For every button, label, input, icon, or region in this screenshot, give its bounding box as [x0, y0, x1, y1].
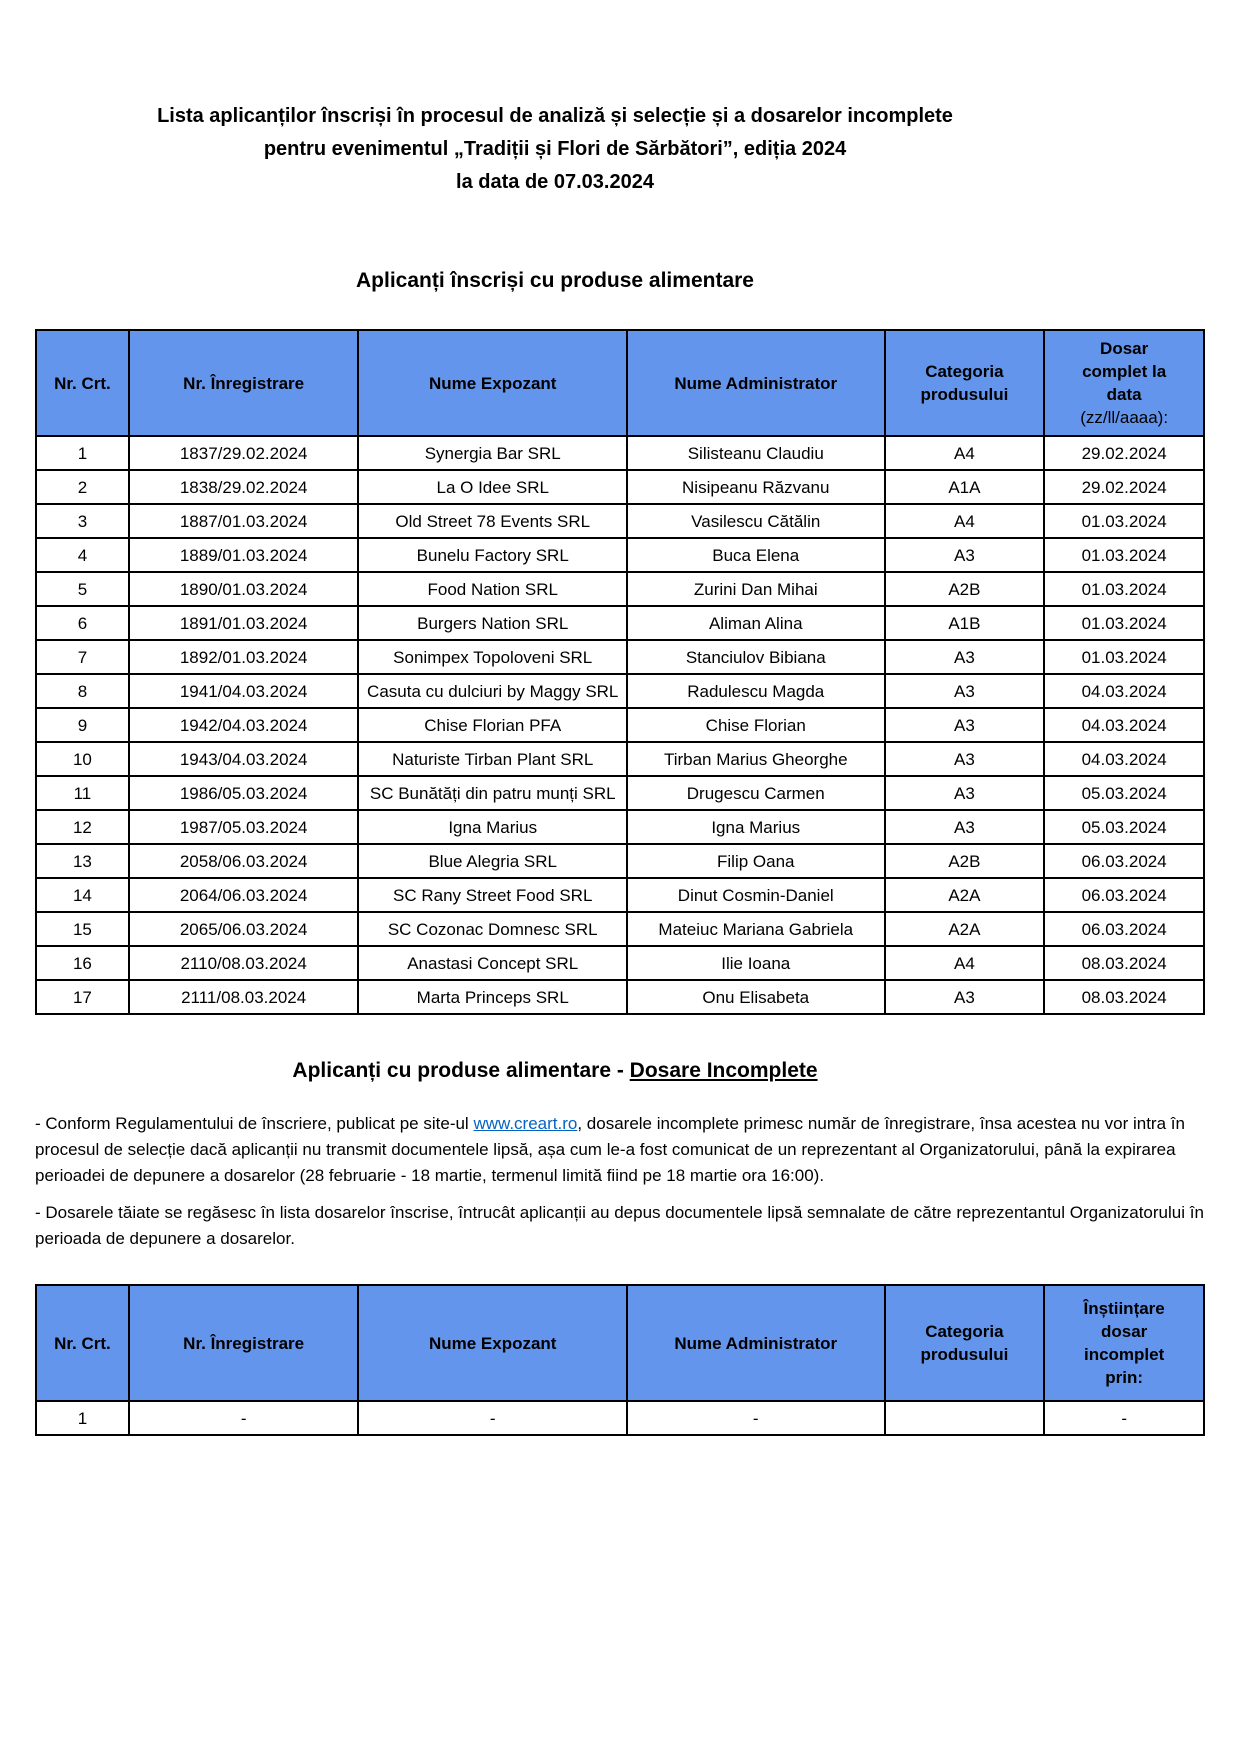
column-header-label: Nume Expozant: [428, 373, 557, 393]
table-row: [36, 742, 1204, 776]
column-header: [358, 1285, 627, 1401]
table-cell: 2110/08.03.2024: [129, 946, 359, 980]
table-cell: Nisipeanu Răzvanu: [627, 470, 885, 504]
table-cell: 01.03.2024: [1044, 572, 1204, 606]
column-header-label: Nr. Înregistrare: [183, 1333, 305, 1353]
table-cell: A2A: [885, 878, 1045, 912]
table-cell: 16: [36, 946, 129, 980]
table-cell: -: [358, 1401, 627, 1435]
table-row: [36, 538, 1204, 572]
column-header: [36, 1285, 129, 1401]
table-cell: Chise Florian PFA: [358, 708, 627, 742]
paragraph-crossed-files: - Dosarele tăiate se regăsesc în lista dosarelor înscrise, întrucât aplicanții au depus documentele lipsă semnalate de către reprezentantul Organizatorului în perioada de depunere a dosarelor.: [35, 1203, 1204, 1248]
table-cell: 8: [36, 674, 129, 708]
table-row: [36, 810, 1204, 844]
table-cell: Onu Elisabeta: [627, 980, 885, 1014]
document-title: [35, 100, 1075, 199]
column-header: [1044, 330, 1204, 436]
section-heading-incomplete-files: [35, 1059, 1075, 1083]
table-cell: 6: [36, 606, 129, 640]
table-cell: 4: [36, 538, 129, 572]
title-line-1: Lista aplicanților înscriși în procesul de analiză și selecție și a dosarelor incomplete: [157, 105, 953, 127]
table-row: [36, 912, 1204, 946]
table-cell: 04.03.2024: [1044, 674, 1204, 708]
incomplete-files-table-wrap: [35, 1284, 1205, 1436]
creart-website-link[interactable]: www.creart.ro: [473, 1114, 578, 1133]
table-cell: Igna Marius: [627, 810, 885, 844]
table-cell: 1941/04.03.2024: [129, 674, 359, 708]
table-row: [36, 606, 1204, 640]
table-cell: Naturiste Tirban Plant SRL: [358, 742, 627, 776]
table-cell: Silisteanu Claudiu: [627, 436, 885, 470]
table-cell: Blue Alegria SRL: [358, 844, 627, 878]
section-heading-food-applicants: Aplicanți înscriși cu produse alimentare: [356, 269, 754, 292]
table-row: [36, 674, 1204, 708]
column-header-label: Nume Expozant: [428, 1333, 557, 1353]
table-header: [36, 330, 1204, 436]
table-cell: 1943/04.03.2024: [129, 742, 359, 776]
column-header-label: Nr. Crt.: [54, 373, 111, 393]
column-header: [885, 1285, 1045, 1401]
table-cell: [885, 1401, 1045, 1435]
table-cell: A2B: [885, 844, 1045, 878]
table-cell: 1837/29.02.2024: [129, 436, 359, 470]
table-cell: 29.02.2024: [1044, 436, 1204, 470]
table-cell: Mateiuc Mariana Gabriela: [627, 912, 885, 946]
table-cell: Bunelu Factory SRL: [358, 538, 627, 572]
table-cell: A1A: [885, 470, 1045, 504]
table-cell: A3: [885, 640, 1045, 674]
food-applicants-table: [35, 329, 1205, 1015]
column-header: [36, 330, 129, 436]
table-row: [36, 436, 1204, 470]
table-header: [36, 1285, 1204, 1401]
table-cell: A3: [885, 708, 1045, 742]
table-cell: A3: [885, 538, 1045, 572]
table-cell: 2065/06.03.2024: [129, 912, 359, 946]
table-cell: 7: [36, 640, 129, 674]
table-cell: Marta Princeps SRL: [358, 980, 627, 1014]
table-row: [36, 708, 1204, 742]
table-cell: 01.03.2024: [1044, 504, 1204, 538]
table-cell: 1891/01.03.2024: [129, 606, 359, 640]
table-cell: 05.03.2024: [1044, 776, 1204, 810]
table-cell: A3: [885, 810, 1045, 844]
table-cell: 08.03.2024: [1044, 946, 1204, 980]
table-cell: Stanciulov Bibiana: [627, 640, 885, 674]
column-header-note: (zz/ll/aaaa):: [1080, 408, 1169, 427]
table-cell: 15: [36, 912, 129, 946]
table-cell: Casuta cu dulciuri by Maggy SRL: [358, 674, 627, 708]
table-cell: 06.03.2024: [1044, 878, 1204, 912]
table-cell: Tirban Marius Gheorghe: [627, 742, 885, 776]
table-cell: 2058/06.03.2024: [129, 844, 359, 878]
table-body: [36, 1401, 1204, 1435]
table-cell: 01.03.2024: [1044, 640, 1204, 674]
table-cell: 08.03.2024: [1044, 980, 1204, 1014]
column-header-label: Categoria produsului: [920, 1322, 1009, 1364]
table-cell: 5: [36, 572, 129, 606]
table-cell: 2064/06.03.2024: [129, 878, 359, 912]
column-header-label: Nume Administrator: [674, 1333, 838, 1353]
table-cell: A4: [885, 946, 1045, 980]
table-cell: 1987/05.03.2024: [129, 810, 359, 844]
table-cell: 3: [36, 504, 129, 538]
table-cell: Ilie Ioana: [627, 946, 885, 980]
table-row: [36, 504, 1204, 538]
table-cell: A3: [885, 980, 1045, 1014]
title-line-2: pentru evenimentul „Tradiții și Flori de Sărbători”, ediția 2024: [263, 138, 847, 160]
table-cell: Aliman Alina: [627, 606, 885, 640]
column-header: [358, 330, 627, 436]
table-cell: Burgers Nation SRL: [358, 606, 627, 640]
table-cell: SC Cozonac Domnesc SRL: [358, 912, 627, 946]
table-cell: 1838/29.02.2024: [129, 470, 359, 504]
table-cell: 1: [36, 436, 129, 470]
column-header: [1044, 1285, 1204, 1401]
notes-block: [35, 1111, 1205, 1252]
table-cell: -: [1044, 1401, 1204, 1435]
table-cell: -: [129, 1401, 359, 1435]
table-cell: Igna Marius: [358, 810, 627, 844]
food-applicants-table-wrap: [35, 329, 1205, 1015]
table-row: [36, 640, 1204, 674]
table-cell: 10: [36, 742, 129, 776]
column-header-label: Categoria produsului: [920, 362, 1009, 404]
table-cell: A3: [885, 742, 1045, 776]
table-cell: Chise Florian: [627, 708, 885, 742]
table-cell: 12: [36, 810, 129, 844]
table-cell: 1942/04.03.2024: [129, 708, 359, 742]
table-cell: Radulescu Magda: [627, 674, 885, 708]
heading-underlined: Dosare Incomplete: [629, 1059, 818, 1082]
table-cell: Food Nation SRL: [358, 572, 627, 606]
table-cell: Synergia Bar SRL: [358, 436, 627, 470]
table-cell: Buca Elena: [627, 538, 885, 572]
table-cell: 1986/05.03.2024: [129, 776, 359, 810]
table-row: [36, 878, 1204, 912]
table-cell: -: [627, 1401, 885, 1435]
column-header: [885, 330, 1045, 436]
table-cell: Old Street 78 Events SRL: [358, 504, 627, 538]
table-cell: 11: [36, 776, 129, 810]
table-row: [36, 470, 1204, 504]
table-row: [36, 844, 1204, 878]
table-cell: 13: [36, 844, 129, 878]
table-row: [36, 776, 1204, 810]
table-cell: SC Rany Street Food SRL: [358, 878, 627, 912]
table-cell: 06.03.2024: [1044, 844, 1204, 878]
table-cell: 06.03.2024: [1044, 912, 1204, 946]
table-cell: 29.02.2024: [1044, 470, 1204, 504]
table-cell: A1B: [885, 606, 1045, 640]
table-cell: 01.03.2024: [1044, 538, 1204, 572]
table-cell: Filip Oana: [627, 844, 885, 878]
table-cell: Vasilescu Cătălin: [627, 504, 885, 538]
para1-text-after-link: , dosarele incomplete primesc număr de înregistrare, însa acestea nu vor intra în procesul de selecție dacă aplicanții nu transmit documentele lipsă, așa cum le-a fost comunicat de un reprezentant al Organizatorului, până la expirarea perioadei de depunere a dosarelor (28 februarie - 18 martie, termenul limită fiind pe 18 martie ora 16:00).: [35, 1114, 1185, 1185]
table-cell: A3: [885, 674, 1045, 708]
column-header-label: Nume Administrator: [674, 373, 838, 393]
table-cell: Sonimpex Topoloveni SRL: [358, 640, 627, 674]
table-cell: 2111/08.03.2024: [129, 980, 359, 1014]
table-cell: Anastasi Concept SRL: [358, 946, 627, 980]
para1-text-before-link: - Conform Regulamentului de înscriere, publicat pe site-ul: [35, 1114, 474, 1133]
column-header-label: Nr. Înregistrare: [183, 373, 305, 393]
table-cell: SC Bunătăți din patru munți SRL: [358, 776, 627, 810]
column-header-label: Nr. Crt.: [54, 1333, 111, 1353]
table-row: [36, 980, 1204, 1014]
table-cell: Dinut Cosmin-Daniel: [627, 878, 885, 912]
heading-prefix: Aplicanți cu produse alimentare -: [292, 1059, 630, 1082]
table-cell: A4: [885, 436, 1045, 470]
table-cell: 1892/01.03.2024: [129, 640, 359, 674]
column-header: [129, 330, 359, 436]
column-header-label: Dosar complet la data: [1082, 339, 1167, 404]
table-cell: Drugescu Carmen: [627, 776, 885, 810]
column-header: [627, 1285, 885, 1401]
table-row: [36, 1401, 1204, 1435]
title-line-3: la data de 07.03.2024: [456, 171, 654, 193]
table-row: [36, 946, 1204, 980]
table-cell: 04.03.2024: [1044, 742, 1204, 776]
table-cell: 1889/01.03.2024: [129, 538, 359, 572]
table-cell: A4: [885, 504, 1045, 538]
incomplete-files-table: [35, 1284, 1205, 1436]
table-row: [36, 572, 1204, 606]
table-cell: 17: [36, 980, 129, 1014]
table-cell: 9: [36, 708, 129, 742]
table-cell: A2A: [885, 912, 1045, 946]
table-cell: 04.03.2024: [1044, 708, 1204, 742]
table-cell: Zurini Dan Mihai: [627, 572, 885, 606]
table-cell: 01.03.2024: [1044, 606, 1204, 640]
table-cell: 1887/01.03.2024: [129, 504, 359, 538]
column-header: [627, 330, 885, 436]
table-cell: 1: [36, 1401, 129, 1435]
table-cell: 05.03.2024: [1044, 810, 1204, 844]
table-cell: La O Idee SRL: [358, 470, 627, 504]
table-cell: 2: [36, 470, 129, 504]
column-header-label: Înștiințare dosar incomplet prin:: [1083, 1299, 1165, 1387]
table-cell: 1890/01.03.2024: [129, 572, 359, 606]
table-cell: A3: [885, 776, 1045, 810]
table-body: [36, 436, 1204, 1014]
table-cell: A2B: [885, 572, 1045, 606]
paragraph-regulation: [35, 1111, 1205, 1189]
table-cell: 14: [36, 878, 129, 912]
column-header: [129, 1285, 359, 1401]
